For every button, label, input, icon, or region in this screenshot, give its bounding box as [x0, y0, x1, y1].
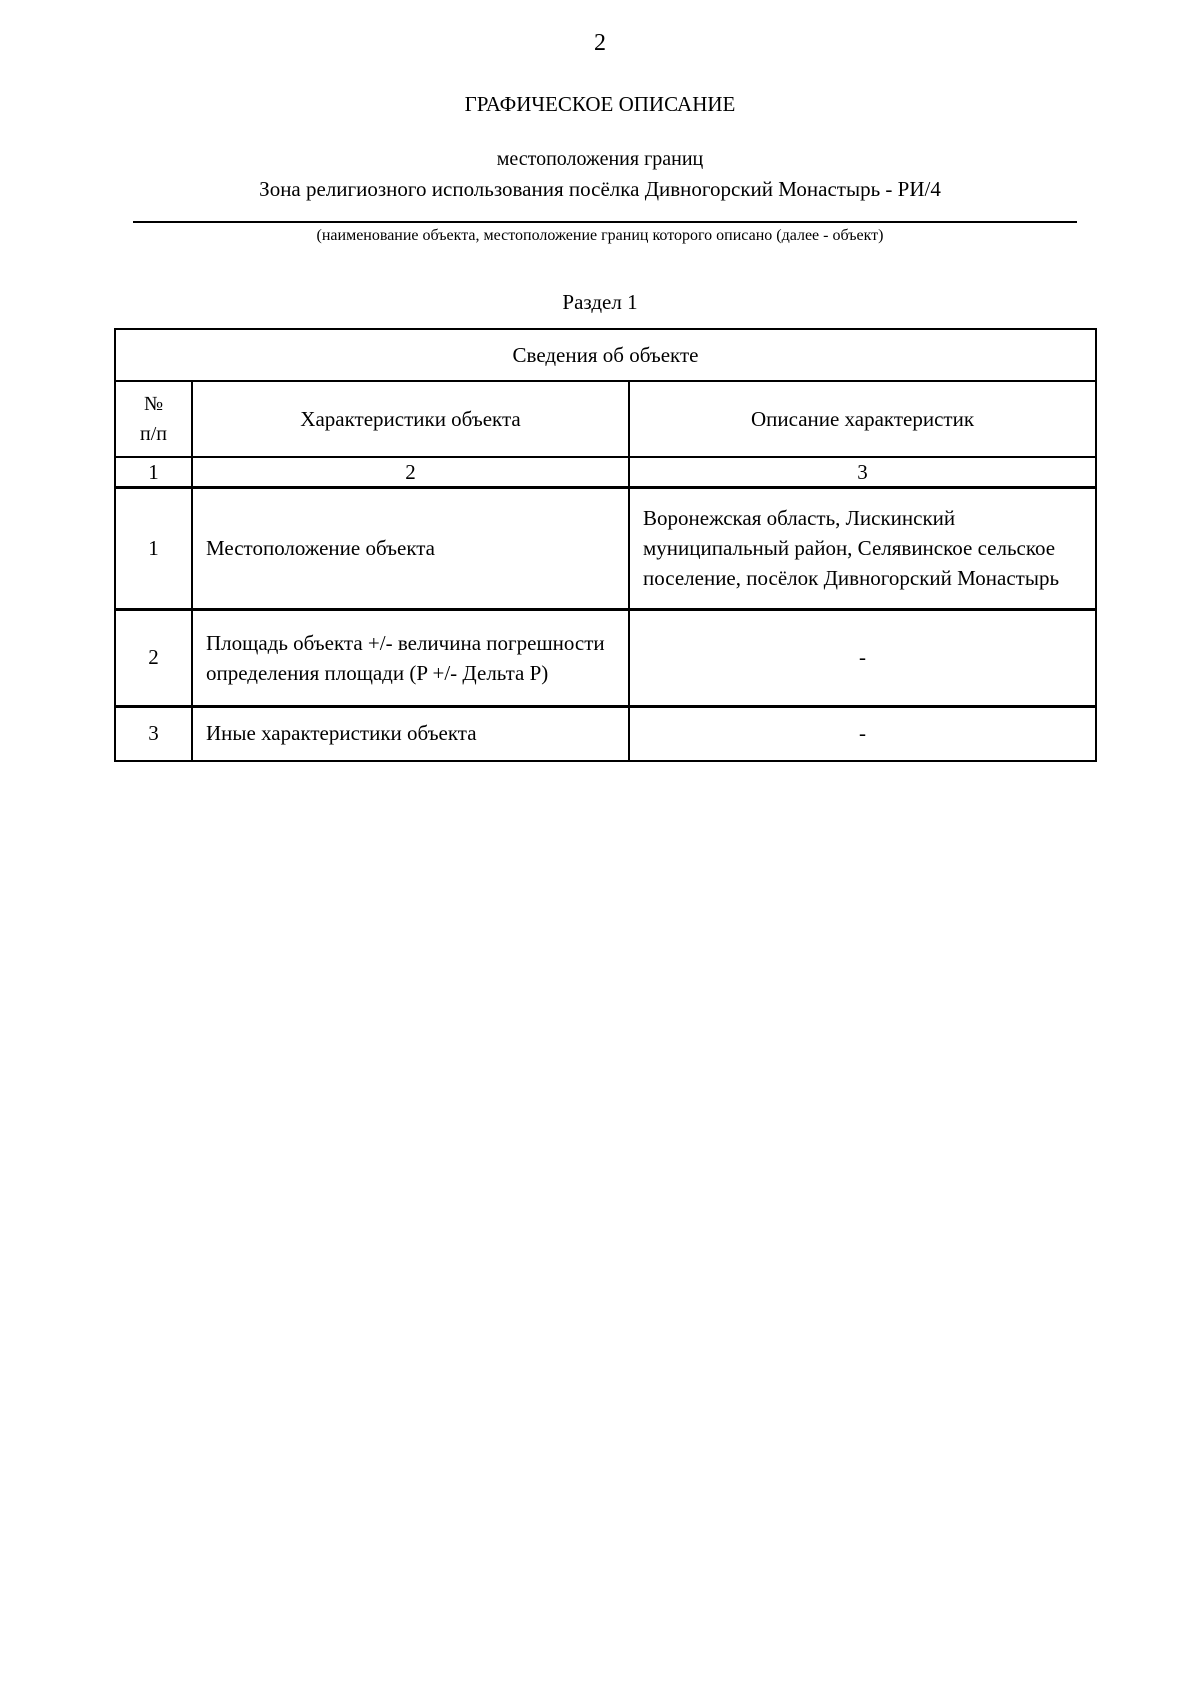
table-caption: Сведения об объекте	[115, 329, 1096, 381]
column-number-row	[115, 457, 1096, 487]
header-description: Описание характеристик	[629, 381, 1096, 457]
section-label: Раздел 1	[562, 290, 638, 314]
header-characteristics: Характеристики объекта	[192, 381, 629, 457]
row-number: 1	[115, 487, 192, 609]
table-row	[115, 487, 1096, 609]
header-number-abbrev: п/п	[140, 423, 167, 445]
document-title: ГРАФИЧЕСКОЕ ОПИСАНИЕ	[464, 92, 736, 116]
table-caption-row	[115, 329, 1096, 381]
row-characteristic: Иные характеристики объекта	[192, 706, 629, 761]
row-number: 2	[115, 609, 192, 706]
row-characteristic: Площадь объекта +/- величина погрешности определения площади (P +/- Дельта P)	[192, 609, 629, 706]
column-number-3: 3	[629, 457, 1096, 487]
table-row	[115, 706, 1096, 761]
object-name-caption: (наименование объекта, местоположение границ которого описано (далее - объект)	[316, 227, 884, 244]
header-number	[115, 381, 192, 457]
row-description: -	[629, 609, 1096, 706]
row-number: 3	[115, 706, 192, 761]
object-name-underline	[133, 221, 1077, 223]
object-name: Зона религиозного использования посёлка Дивногорский Монастырь - РИ/4	[259, 177, 941, 201]
column-number-1: 1	[115, 457, 192, 487]
header-number-symbol: №	[143, 393, 164, 415]
object-info-table	[114, 328, 1097, 762]
row-description: -	[629, 706, 1096, 761]
page-number: 2	[594, 30, 606, 56]
column-number-2: 2	[192, 457, 629, 487]
row-characteristic: Местоположение объекта	[192, 487, 629, 609]
table-header-row	[115, 381, 1096, 457]
table-row	[115, 609, 1096, 706]
row-description: Воронежская область, Лискинский муниципальный район, Селявинское сельское поселение, посёлок Дивногорский Монастырь	[629, 487, 1096, 609]
subtitle-line-1: местоположения границ	[496, 148, 704, 170]
